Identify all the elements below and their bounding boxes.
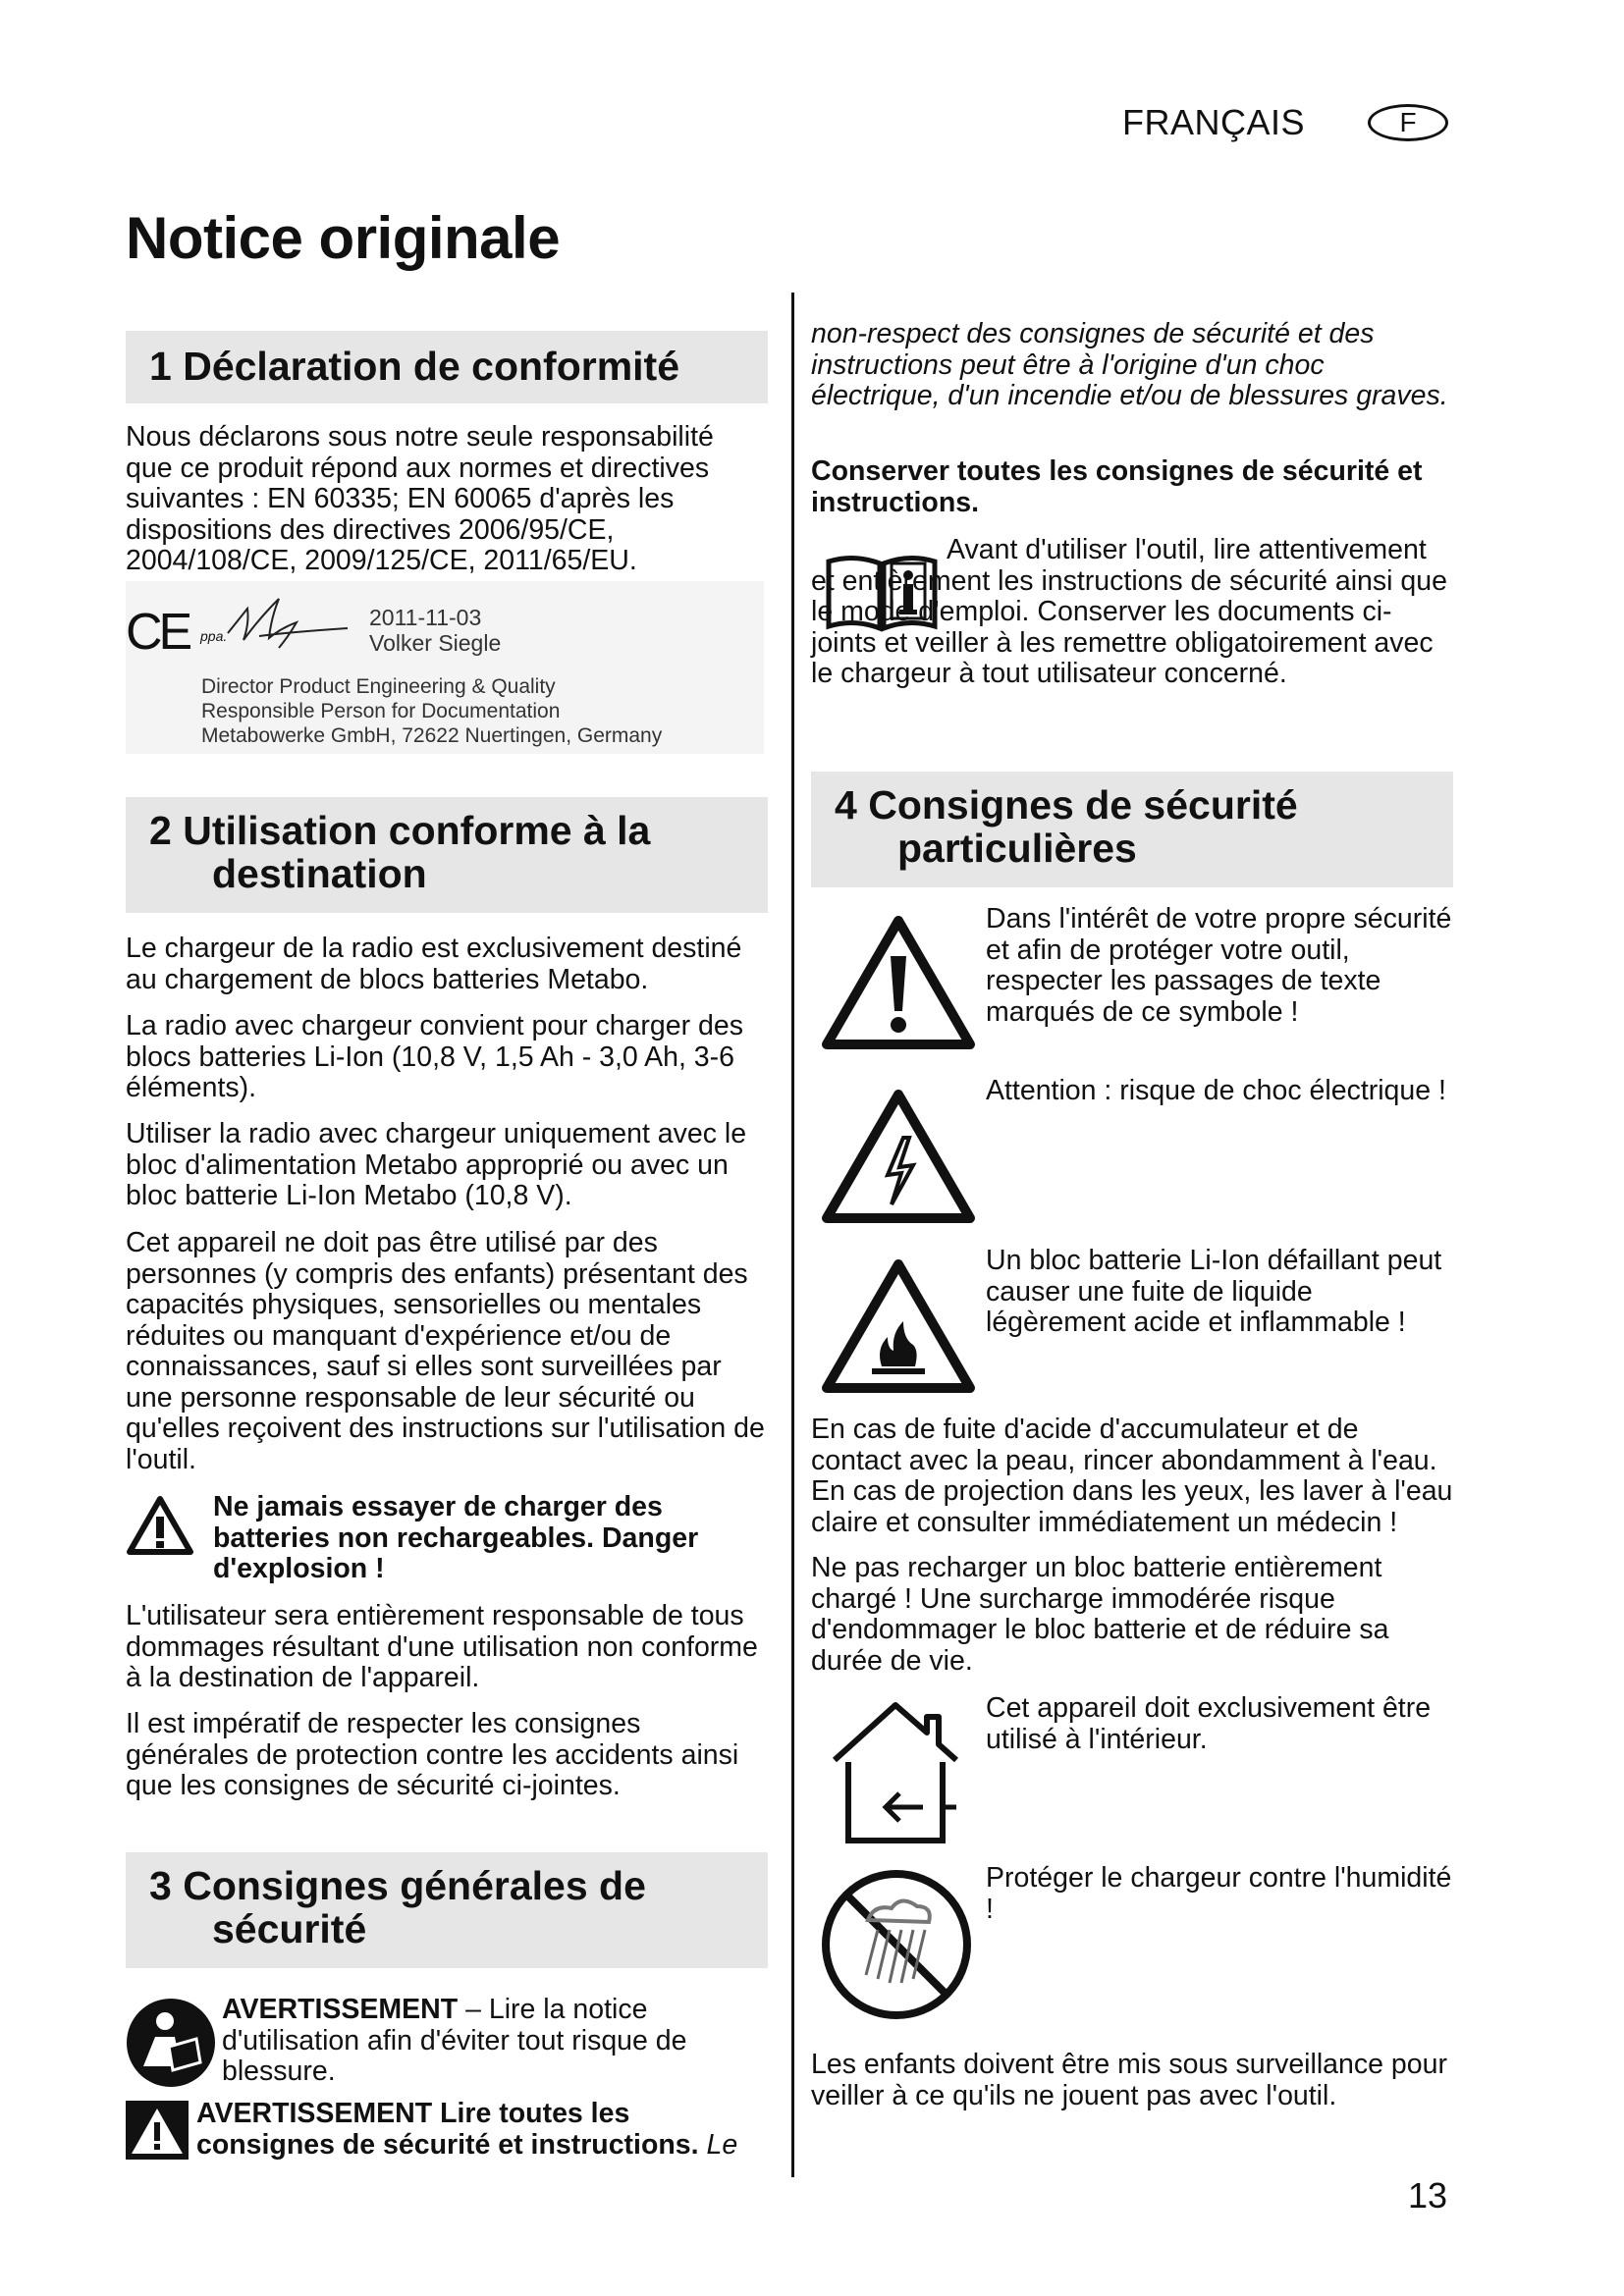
paragraph: Les enfants doivent être mis sous surveillance pour veiller à ce qu'ils ne jouent pas avec l'outil. <box>811 2049 1447 2111</box>
warning-text: – Lire la notice d'utilisation afin d'éviter tout risque de blessure. <box>222 1994 687 2087</box>
section-2-title-line1: Utilisation conforme à la <box>183 808 651 853</box>
ce-mark: CE <box>126 604 189 661</box>
paragraph: Utiliser la radio avec chargeur uniquement avec le bloc d'alimentation Metabo approprié ou avec un bloc batterie Li-Ion Metabo (10,8 V). <box>126 1118 747 1211</box>
symbol-text: Dans l'intérêt de votre propre sécurité et afin de protéger votre outil, respecter les passages de texte marqués de ce symbole ! <box>986 903 1452 1028</box>
paragraph: Le chargeur de la radio est exclusivement destiné au chargement de blocs batteries Metabo. <box>126 933 742 995</box>
page-number: 13 <box>1408 2175 1448 2216</box>
section-1-title: Déclaration de conformité <box>183 344 679 389</box>
section-2-title-line2: destination <box>212 851 427 896</box>
signer-role-line: Responsible Person for Documentation <box>201 700 561 722</box>
signature-image <box>220 589 357 658</box>
declaration-text: Nous déclarons sous notre seule responsabilité que ce produit répond aux normes et directives suivantes : EN 60335; EN 60065 d'après les dispositions des directives 2006/95/CE, 2004/108/CE, 2009/125/CE, 2011/65/EU. <box>126 421 714 576</box>
warning-label: AVERTISSEMENT <box>222 1994 459 2025</box>
section-4-heading <box>811 772 1453 887</box>
language-code-badge: F <box>1368 104 1448 141</box>
section-3-heading <box>126 1852 768 1968</box>
warning-read-manual <box>222 1995 752 2088</box>
symbol-text: Attention : risque de choc électrique ! <box>986 1075 1446 1106</box>
section-1-heading <box>126 331 768 403</box>
column-divider <box>791 293 794 2177</box>
section-2-number: 2 <box>149 808 172 853</box>
warning-square-icon <box>126 2101 189 2160</box>
read-manual-icon <box>126 1998 216 2088</box>
warning-exclamation-icon <box>821 913 976 1050</box>
page-title: Notice originale <box>126 205 561 271</box>
indoor-use-icon <box>829 1699 962 1846</box>
keep-instructions-text: Conserver toutes les consignes de sécurité et instructions. <box>811 455 1423 518</box>
paragraph: L'utilisateur sera entièrement responsable de tous dommages résultant d'une utilisation non conforme à la destination de l'appareil. <box>126 1600 758 1693</box>
warning-read-all <box>196 2099 766 2161</box>
warning-label: AVERTISSEMENT Lire toutes les consignes de sécurité et instructions. <box>196 2098 699 2161</box>
signature-block <box>126 581 764 754</box>
electric-shock-icon <box>821 1087 976 1224</box>
symbol-text: Protéger le chargeur contre l'humidité ! <box>986 1862 1452 1925</box>
paragraph: Cet appareil ne doit pas être utilisé par des personnes (y compris des enfants) présentant des capacités physiques, sensorielles ou mentales réduites ou manquant d'expérience et/ou de connaissances, sauf si elles sont surveillées par une personne responsable de leur sécurité ou qu'elles reçoivent des instructions sur l'utilisation de l'outil. <box>126 1227 765 1475</box>
signature-date: 2011-11-03 <box>369 605 482 630</box>
paragraph: Ne pas recharger un bloc batterie entièrement chargé ! Une surcharge immodérée risque d'endommager le bloc batterie et de réduire sa durée de vie. <box>811 1552 1389 1677</box>
manual-instructions-text: Avant d'utiliser l'outil, lire attentivement et entièrement les instructions de sécurité ainsi que le mode d'emploi. Conserver les documents ci-joints et veiller à les remettre obligatoirement avec le chargeur à tout utilisateur concerné. <box>811 534 1447 689</box>
signer-role-line: Director Product Engineering & Quality <box>201 675 556 698</box>
explosion-warning: Ne jamais essayer de charger des batteries non rechargeables. Danger d'explosion ! <box>213 1491 699 1584</box>
section-4-number: 4 <box>835 782 857 828</box>
flammable-icon <box>821 1256 976 1394</box>
continued-warning-text: non-respect des consignes de sécurité et des instructions peut être à l'origine d'un choc électrique, d'un incendie et/ou de blessures graves. <box>811 318 1448 411</box>
section-3-title-line2: sécurité <box>212 1906 367 1951</box>
signer-name: Volker Siegle <box>369 630 502 656</box>
section-3-title-line1: Consignes générales de <box>183 1863 646 1908</box>
section-4-title-line2: particulières <box>897 826 1137 871</box>
section-3-number: 3 <box>149 1863 172 1908</box>
symbol-text: Cet appareil doit exclusivement être utilisé à l'intérieur. <box>986 1692 1432 1755</box>
paragraph: La radio avec chargeur convient pour charger des blocs batteries Li-Ion (10,8 V, 1,5 Ah - 3,0 Ah, 3-6 éléments). <box>126 1010 743 1103</box>
paragraph: En cas de fuite d'acide d'accumulateur et de contact avec la peau, rincer abondamment à l'eau. En cas de projection dans les yeux, les laver à l'eau claire et consulter immédiatement un médecin ! <box>811 1414 1453 1538</box>
signer-role-line: Metabowerke GmbH, 72622 Nuertingen, Germany <box>201 724 663 747</box>
section-4-title-line1: Consignes de sécurité <box>868 782 1298 828</box>
language-label: FRANÇAIS <box>1122 102 1306 142</box>
section-1-number: 1 <box>149 344 172 389</box>
no-humidity-icon <box>819 1867 974 2022</box>
signature-prefix: ppa. <box>200 628 228 644</box>
warning-triangle-icon <box>126 1495 194 1556</box>
symbol-text: Un bloc batterie Li-Ion défaillant peut causer une fuite de liquide légèrement acide et inflammable ! <box>986 1245 1442 1338</box>
section-2-heading <box>126 797 768 913</box>
warning-continuation: Le <box>698 2128 738 2161</box>
paragraph: Il est impératif de respecter les consignes générales de protection contre les accidents ainsi que les consignes de sécurité ci-jointes. <box>126 1708 739 1801</box>
